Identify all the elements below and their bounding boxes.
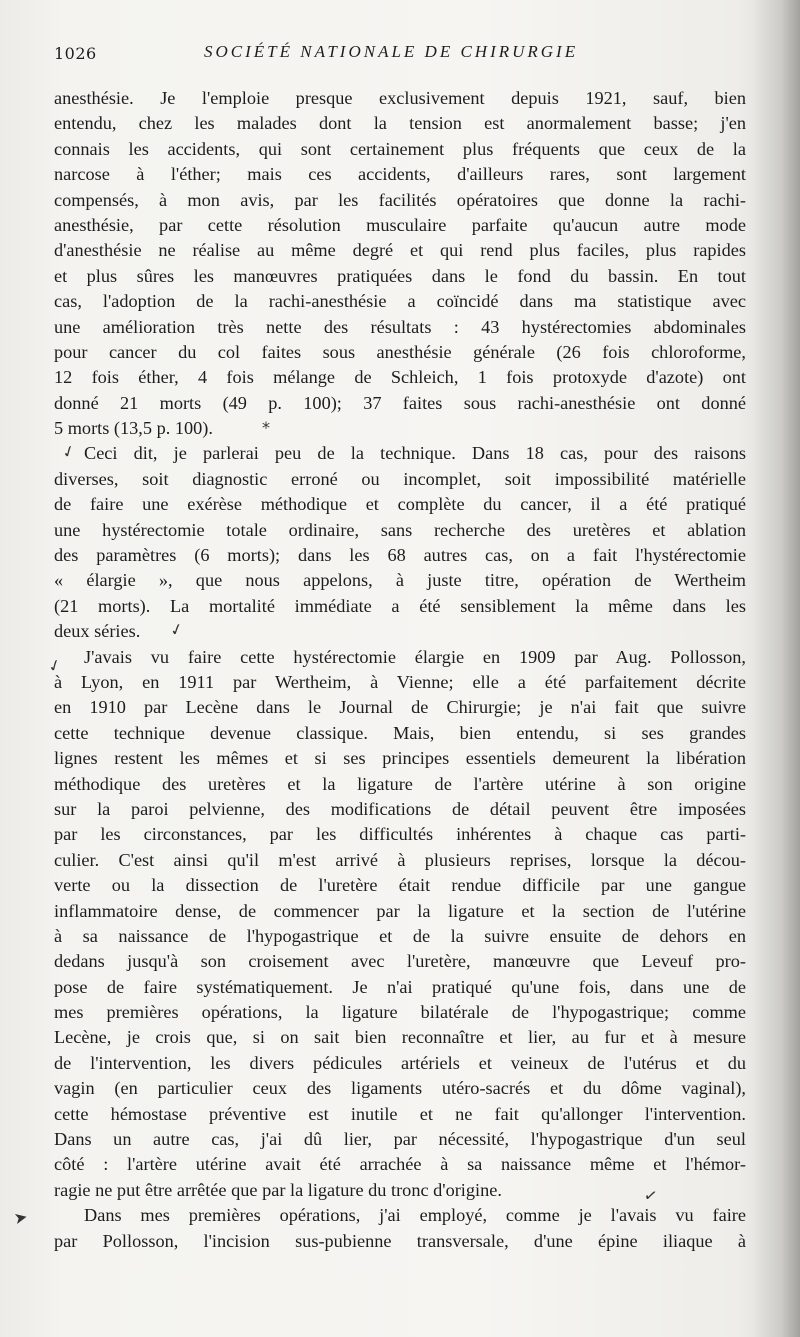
page-number: 1026 <box>54 44 97 63</box>
text-line: deux séries. <box>54 621 141 642</box>
text-line: une amélioration très nette des résultats : 43 hystérectomies abdominales <box>54 316 746 337</box>
text-line: en 1910 par Lecène dans le Journal de Chirurgie; je n'ai fait que suivre <box>54 697 746 718</box>
text-line: Dans un autre cas, j'ai dû lier, par nécessité, l'hypogastrique d'un seul <box>54 1129 746 1150</box>
text-line: narcose à l'éther; mais ces accidents, d'ailleurs rares, sont largement <box>54 164 746 185</box>
text-line: d'anesthésie ne réalise au même degré et qui rend plus faciles, plus rapides <box>54 240 746 261</box>
text-line: lignes restent les mêmes et si ses principes essentiels demeurent la libération <box>54 748 746 769</box>
text-line: diverses, soit diagnostic erroné ou incomplet, soit impossibilité matérielle <box>54 468 746 489</box>
book-spine-shadow <box>752 0 800 1337</box>
text-line: cette hémostase préventive est inutile et ne fait qu'allonger l'intervention. <box>54 1103 746 1124</box>
text-line: Dans mes premières opérations, j'ai employé, comme je l'avais vu faire <box>84 1205 746 1226</box>
arrow-mark-icon: ➤ <box>12 1206 30 1229</box>
text-line: anesthésie, par cette résolution musculaire parfaite qu'aucun autre mode <box>54 214 746 235</box>
asterisk-mark-icon: * <box>262 418 270 437</box>
text-line: des paramètres (6 morts); dans les 68 autres cas, on a fait l'hystérectomie <box>54 545 746 566</box>
text-line: mes premières opérations, la ligature bilatérale de l'hypogastrique; comme <box>54 1002 746 1023</box>
text-line: par les circonstances, par les difficultés inhérentes à chaque cas parti- <box>54 824 746 845</box>
text-line: sur la paroi pelvienne, des modifications de détail peuvent être imposées <box>54 798 746 819</box>
check-mark-icon: ✓ <box>45 654 65 677</box>
text-line: côté : l'artère utérine avait été arrachée à sa naissance même et l'hémor- <box>54 1154 746 1175</box>
text-line: cette technique devenue classique. Mais, bien entendu, si ses grandes <box>54 722 746 743</box>
text-line: de faire une exérèse méthodique et complète du cancer, il a été pratiqué <box>54 494 746 515</box>
text-line: dedans jusqu'à son croisement avec l'uretère, manœuvre que Leveuf pro- <box>54 951 746 972</box>
text-line: ragie ne put être arrêtée que par la ligature du tronc d'origine. <box>54 1179 502 1200</box>
check-mark-icon: ✓ <box>642 1184 659 1207</box>
text-line: pose de faire systématiquement. Je n'ai pratiqué qu'une fois, dans une de <box>54 976 746 997</box>
text-line: méthodique des uretères et la ligature de l'artère utérine à son origine <box>54 773 746 794</box>
text-line: par Pollosson, l'incision sus-pubienne transversale, d'une épine iliaque à <box>54 1230 746 1251</box>
text-line: à Lyon, en 1911 par Wertheim, à Vienne; elle a été parfaitement décrite <box>54 671 746 692</box>
check-mark-icon: ✓ <box>167 618 186 641</box>
text-line: de l'intervention, les divers pédicules artériels et veineux de l'utérus et du <box>54 1052 746 1073</box>
check-mark-icon: ✓ <box>59 440 79 463</box>
body-text <box>54 86 746 1254</box>
text-line: cas, l'adoption de la rachi-anesthésie a coïncidé dans ma statistique avec <box>54 291 746 312</box>
text-line: 12 fois éther, 4 fois mélange de Schleich, 1 fois protoxyde d'azote) ont <box>54 367 746 388</box>
text-line: (21 morts). La mortalité immédiate a été sensiblement la même dans les <box>54 595 746 616</box>
text-line: une hystérectomie totale ordinaire, sans recherche des uretères et ablation <box>54 519 746 540</box>
text-line: Ceci dit, je parlerai peu de la technique. Dans 18 cas, pour des raisons <box>84 443 746 464</box>
text-line: et plus sûres les manœuvres pratiquées dans le fond du bassin. En tout <box>54 265 746 286</box>
text-line: connais les accidents, qui sont certainement plus fréquents que ceux de la <box>54 138 746 159</box>
text-line: à sa naissance de l'hypogastrique et de la suivre ensuite de dehors en <box>54 925 746 946</box>
text-line: pour cancer du col faites sous anesthésie générale (26 fois chloroforme, <box>54 341 746 362</box>
text-line: 5 morts (13,5 p. 100). <box>54 418 213 439</box>
text-line: compensés, à mon avis, par les facilités opératoires que donne la rachi- <box>54 189 746 210</box>
text-line: Lecène, je crois que, si on sait bien reconnaître et lier, au fur et à mesure <box>54 1027 746 1048</box>
text-line: verte ou la dissection de l'uretère était rendue difficile par une gangue <box>54 875 746 896</box>
page-header <box>54 42 744 68</box>
text-line: culier. C'est ainsi qu'il m'est arrivé à plusieurs reprises, lorsque la décou- <box>54 849 746 870</box>
text-line: inflammatoire dense, de commencer par la ligature et la section de l'utérine <box>54 900 746 921</box>
text-line: anesthésie. Je l'emploie presque exclusivement depuis 1921, sauf, bien <box>54 88 746 108</box>
text-line: J'avais vu faire cette hystérectomie élargie en 1909 par Aug. Pollosson, <box>84 646 746 667</box>
text-line: vagin (en particulier ceux des ligaments utéro-sacrés et du dôme vaginal), <box>54 1078 746 1099</box>
text-line: « élargie », que nous appelons, à juste titre, opération de Wertheim <box>54 570 746 591</box>
text-line: entendu, chez les malades dont la tension est anormalement basse; j'en <box>54 113 746 134</box>
text-line: donné 21 morts (49 p. 100); 37 faites sous rachi-anesthésie ont donné <box>54 392 746 413</box>
running-title: SOCIÉTÉ NATIONALE DE CHIRURGIE <box>204 42 579 61</box>
